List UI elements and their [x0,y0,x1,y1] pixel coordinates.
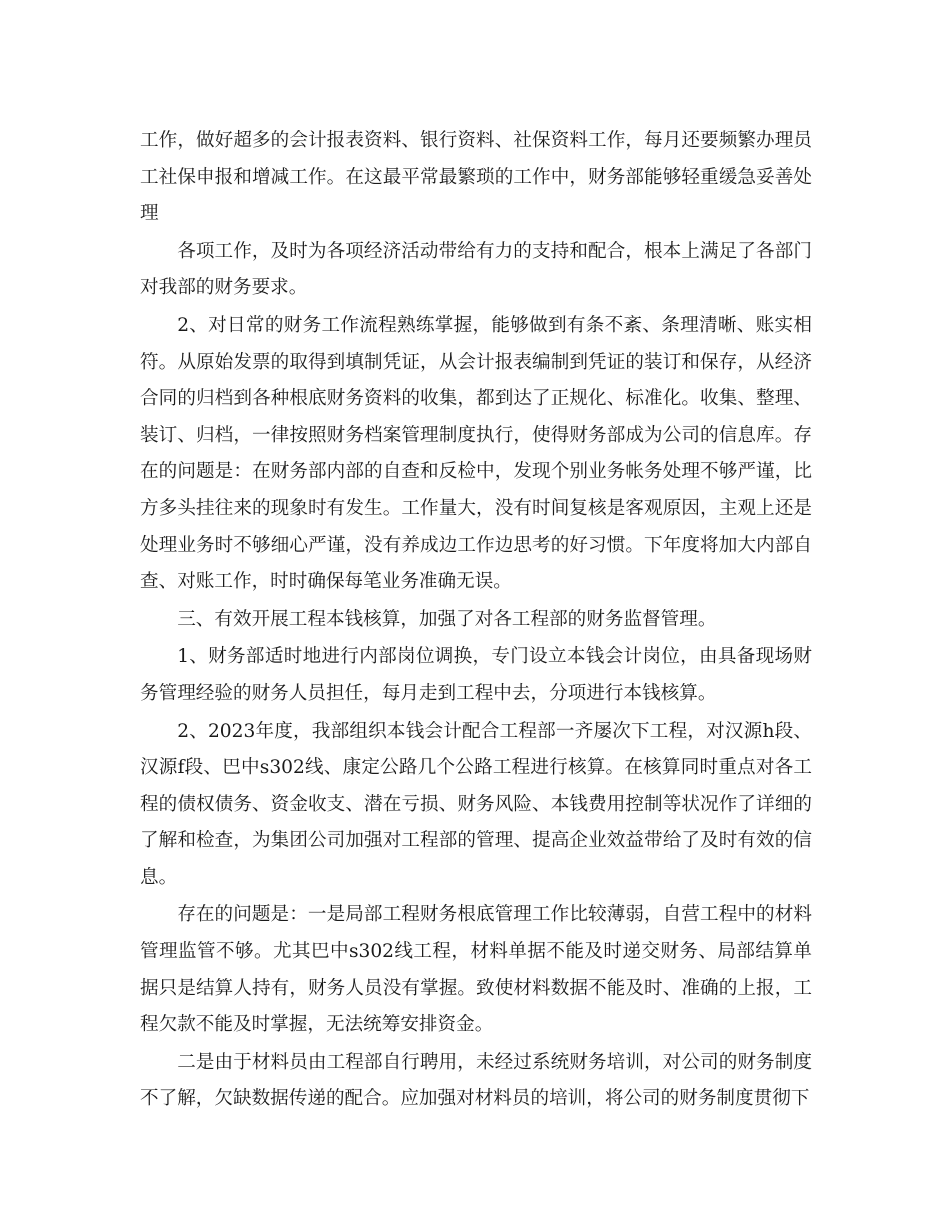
paragraph-3: 2、对日常的财务工作流程熟练掌握，能够做到有条不紊、条理清晰、账实相符。从原始发票的取得到填制凭证，从会计报表编制到凭证的装订和保存，从经济合同的归档到各种根底财务资料的收集，都到达了正规化、标准化。收集、整理、装订、归档，一律按照财务档案管理制度执行，使得财务部成为公司的信息库。存在的问题是：在财务部内部的自查和反检中，发现个别业务帐务处理不够严谨，比方多头挂往来的现象时有发生。工作量大，没有时间复核是客观原因，主观上还是处理业务时不够细心严谨，没有养成边工作边思考的好习惯。下年度将加大内部自查、对账工作，时时确保每笔业务准确无误。 [140,314,812,593]
document-body [140,123,812,1119]
paragraph-7: 存在的问题是：一是局部工程财务根底管理工作比较薄弱，自营工程中的材料管理监管不够。尤其巴中s302线工程，材料单据不能及时递交财务、局部结算单据只是结算人持有，财务人员没有掌握。致使材料数据不能及时、准确的上报，工程欠款不能及时掌握，无法统筹安排资金。 [140,904,812,1036]
paragraph-8: 二是由于材料员由工程部自行聘用，未经过系统财务培训，对公司的财务制度不了解，欠缺数据传递的配合。应加强对材料员的培训，将公司的财务制度贯彻下 [140,1051,812,1110]
paragraph-5: 1、财务部适时地进行内部岗位调换，专门设立本钱会计岗位，由具备现场财务管理经验的财务人员担任，每月走到工程中去，分项进行本钱核算。 [140,646,812,704]
paragraph-1: 工作，做好超多的会计报表资料、银行资料、社保资料工作，每月还要频繁办理员工社保申报和增减工作。在这最平常最繁琐的工作中，财务部能够轻重缓急妥善处理 [140,130,812,225]
section-heading-3: 三、有效开展工程本钱核算，加强了对各工程部的财务监督管理。 [177,608,717,630]
paragraph-6: 2、2023年度，我部组织本钱会计配合工程部一齐屡次下工程，对汉源h段、汉源f段、巴中s302线、康定公路几个公路工程进行核算。在核算同时重点对各工程的债权债务、资金收支、潜在亏损、财务风险、本钱费用控制等状况作了详细的了解和检查，为集团公司加强对工程部的管理、提高企业效益带给了及时有效的信息。 [140,720,812,888]
paragraph-2: 各项工作，及时为各项经济活动带给有力的支持和配合，根本上满足了各部门对我部的财务要求。 [140,240,812,299]
